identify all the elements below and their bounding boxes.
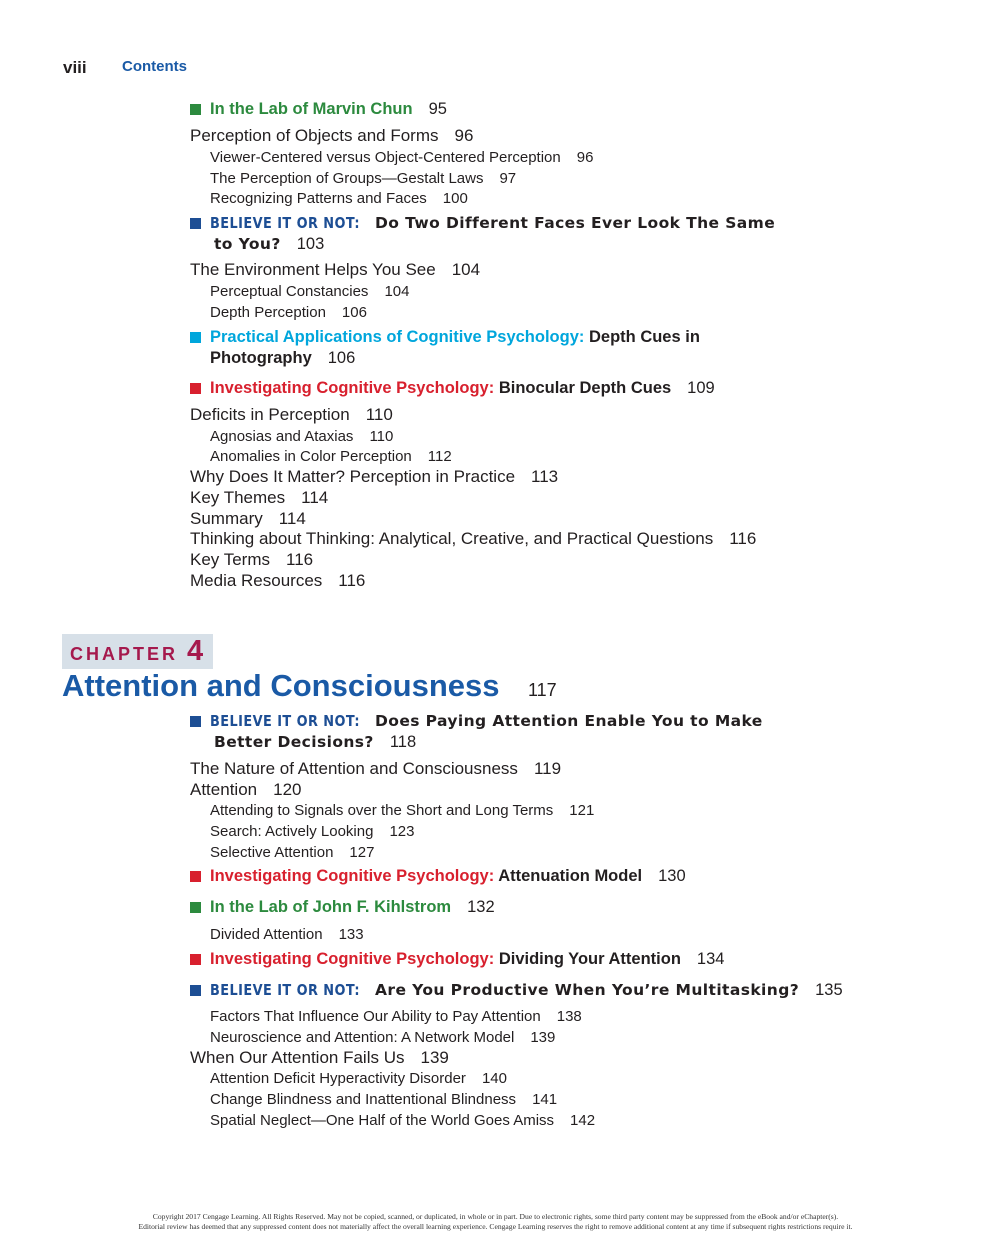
toc-subentry[interactable] bbox=[210, 168, 516, 189]
toc-text: Viewer-Centered versus Object-Centered Perception bbox=[210, 149, 561, 166]
toc-text: Investigating Cognitive Psychology: bbox=[210, 867, 495, 885]
toc-text: Attenuation Model bbox=[498, 867, 643, 885]
toc-subentry[interactable] bbox=[210, 842, 374, 863]
chapter-title[interactable]: Attention and Consciousness bbox=[62, 668, 500, 703]
toc-entry[interactable] bbox=[190, 570, 365, 591]
toc-text: In the Lab of John F. Kihlstrom bbox=[210, 898, 452, 916]
toc-page-number: 95 bbox=[428, 100, 447, 118]
toc-page-number: 110 bbox=[369, 428, 394, 445]
toc-text: Selective Attention bbox=[210, 844, 334, 861]
toc-page-number: 103 bbox=[296, 235, 325, 253]
toc-subentry[interactable] bbox=[210, 1068, 507, 1089]
toc-page-number: 135 bbox=[815, 981, 843, 999]
toc-subentry[interactable] bbox=[210, 446, 452, 467]
toc-text: Perceptual Constancies bbox=[210, 283, 369, 300]
toc-page-number: 130 bbox=[658, 867, 686, 885]
toc-subentry[interactable] bbox=[210, 800, 594, 821]
toc-page-number: 120 bbox=[273, 780, 302, 799]
copyright-line: Copyright 2017 Cengage Learning. All Rights Reserved. May not be copied, scanned, or duplicated, in whole or in part. Due to electronic rights, some third party content may be suppressed from the eBook and/or eChapter(s). bbox=[152, 1212, 839, 1221]
toc-page-number: 104 bbox=[384, 283, 410, 300]
toc-page-number: 139 bbox=[420, 1048, 449, 1067]
square-bullet-icon bbox=[190, 218, 201, 229]
toc-page-number: 140 bbox=[481, 1070, 507, 1087]
toc-subentry[interactable] bbox=[210, 147, 593, 168]
toc-page-number: 123 bbox=[389, 823, 415, 840]
toc-text: Anomalies in Color Perception bbox=[210, 448, 412, 465]
toc-text: Media Resources bbox=[190, 571, 323, 590]
toc-text: In the Lab of Marvin Chun bbox=[210, 100, 413, 118]
toc-text: Attention Deficit Hyperactivity Disorder bbox=[210, 1070, 466, 1087]
toc-text: Neuroscience and Attention: A Network Model bbox=[210, 1029, 515, 1046]
toc-text: Factors That Influence Our Ability to Pay Attention bbox=[210, 1008, 541, 1025]
toc-text: Are You Productive When You’re Multitasking? bbox=[375, 981, 800, 999]
toc-page-number: 96 bbox=[576, 149, 594, 166]
toc-text: Investigating Cognitive Psychology: bbox=[210, 379, 495, 397]
toc-entry[interactable] bbox=[190, 528, 756, 549]
toc-text: Key Themes bbox=[190, 488, 286, 507]
chapter-word: CHAPTER bbox=[70, 644, 179, 664]
square-bullet-icon bbox=[190, 332, 201, 343]
toc-page-number: 116 bbox=[286, 550, 314, 569]
toc-text: Search: Actively Looking bbox=[210, 823, 374, 840]
toc-page-number: 127 bbox=[349, 844, 375, 861]
chapter-label-box bbox=[62, 634, 213, 669]
toc-text: Investigating Cognitive Psychology: bbox=[210, 950, 495, 968]
toc-text: Divided Attention bbox=[210, 926, 323, 943]
toc-subentry[interactable] bbox=[210, 924, 364, 945]
toc-entry[interactable] bbox=[190, 779, 301, 800]
toc-entry[interactable] bbox=[190, 466, 558, 487]
toc-text: Spatial Neglect—One Half of the World Goes Amiss bbox=[210, 1112, 555, 1129]
toc-text: Better Decisions? bbox=[214, 733, 374, 751]
toc-subentry[interactable] bbox=[210, 426, 393, 447]
toc-text: Why Does It Matter? Perception in Practice bbox=[190, 467, 516, 486]
toc-page-number: 109 bbox=[687, 379, 715, 397]
toc-subentry[interactable] bbox=[210, 1089, 557, 1110]
copyright-footer bbox=[0, 1212, 991, 1232]
toc-page-number: 133 bbox=[338, 926, 364, 943]
toc-page-number: 114 bbox=[278, 509, 306, 528]
copyright-line: Editorial review has deemed that any suppressed content does not materially affect the overall learning experience. Cengage Learning reserves the right to remove additional content at any time if subsequent rights restrictions require it. bbox=[138, 1222, 853, 1231]
toc-text: Depth Cues in bbox=[588, 328, 700, 346]
toc-page-number: 112 bbox=[427, 448, 452, 465]
toc-text: to You? bbox=[214, 235, 281, 253]
toc-entry[interactable] bbox=[190, 1047, 449, 1068]
toc-entry[interactable] bbox=[190, 758, 561, 779]
toc-page-number: 97 bbox=[499, 170, 517, 187]
square-bullet-icon bbox=[190, 716, 201, 727]
toc-subentry[interactable] bbox=[210, 1006, 582, 1027]
toc-entry[interactable] bbox=[190, 404, 393, 425]
toc-text: BELIEVE IT OR NOT: bbox=[210, 214, 361, 232]
square-bullet-icon bbox=[190, 383, 201, 394]
toc-text: Deficits in Perception bbox=[190, 405, 350, 424]
toc-entry[interactable] bbox=[190, 487, 328, 508]
toc-text: When Our Attention Fails Us bbox=[190, 1048, 405, 1067]
toc-text: Does Paying Attention Enable You to Make bbox=[375, 712, 763, 730]
toc-text: The Perception of Groups—Gestalt Laws bbox=[210, 170, 484, 187]
square-bullet-icon bbox=[190, 902, 201, 913]
toc-page-number: 96 bbox=[454, 126, 474, 145]
toc-text: Agnosias and Ataxias bbox=[210, 428, 354, 445]
toc-text: Attending to Signals over the Short and Long Terms bbox=[210, 802, 554, 819]
toc-text: Depth Perception bbox=[210, 304, 326, 321]
toc-page-number: 134 bbox=[696, 950, 725, 968]
toc-text: The Nature of Attention and Consciousness bbox=[190, 759, 518, 778]
toc-page-number: 118 bbox=[389, 733, 417, 751]
square-bullet-icon bbox=[190, 985, 201, 996]
toc-page-number: 106 bbox=[327, 349, 356, 367]
toc-subentry[interactable] bbox=[210, 188, 468, 209]
toc-text: Summary bbox=[190, 509, 263, 528]
toc-page-number: 100 bbox=[442, 190, 468, 207]
toc-subentry[interactable] bbox=[210, 1027, 555, 1048]
toc-page-number: 139 bbox=[530, 1029, 556, 1046]
toc-page-number: 132 bbox=[467, 898, 495, 916]
toc-entry[interactable] bbox=[190, 259, 480, 280]
toc-subentry[interactable] bbox=[210, 821, 414, 842]
toc-page-number: 121 bbox=[569, 802, 595, 819]
square-bullet-icon bbox=[190, 104, 201, 115]
toc-page-number: 138 bbox=[556, 1008, 582, 1025]
toc-page-number: 113 bbox=[531, 467, 559, 486]
toc-entry[interactable] bbox=[190, 125, 473, 146]
toc-page-number: 104 bbox=[451, 260, 481, 279]
section-title: Contents bbox=[122, 58, 187, 75]
toc-text: Binocular Depth Cues bbox=[498, 379, 672, 397]
toc-subentry[interactable] bbox=[210, 302, 367, 323]
toc-text: Thinking about Thinking: Analytical, Creative, and Practical Questions bbox=[190, 529, 714, 548]
toc-text: Do Two Different Faces Ever Look The Same bbox=[375, 214, 776, 232]
toc-page-number: 114 bbox=[301, 488, 329, 507]
toc-entry[interactable] bbox=[190, 508, 306, 529]
toc-text: Perception of Objects and Forms bbox=[190, 126, 439, 145]
toc-text: Attention bbox=[190, 780, 258, 799]
toc-page-number: 110 bbox=[365, 405, 393, 424]
square-bullet-icon bbox=[190, 954, 201, 965]
toc-entry[interactable] bbox=[190, 549, 313, 570]
toc-page-number: 116 bbox=[338, 571, 366, 590]
toc-page-number: 141 bbox=[532, 1091, 558, 1108]
toc-text: The Environment Helps You See bbox=[190, 260, 436, 279]
toc-page-number: 119 bbox=[533, 759, 562, 778]
toc-page-number: 116 bbox=[729, 529, 757, 548]
toc-subentry[interactable] bbox=[210, 1110, 595, 1131]
toc-text: Practical Applications of Cognitive Psychology: bbox=[210, 328, 585, 346]
chapter-number: 4 bbox=[187, 635, 204, 667]
toc-text: Recognizing Patterns and Faces bbox=[210, 190, 427, 207]
toc-text: BELIEVE IT OR NOT: bbox=[210, 712, 361, 730]
chapter-page: 117 bbox=[528, 680, 557, 700]
toc-page-number: 142 bbox=[570, 1112, 596, 1129]
toc-text: Dividing Your Attention bbox=[498, 950, 681, 968]
toc-text: Key Terms bbox=[190, 550, 270, 569]
toc-text: Photography bbox=[210, 349, 312, 367]
toc-text: Change Blindness and Inattentional Blindness bbox=[210, 1091, 517, 1108]
toc-subentry[interactable] bbox=[210, 281, 409, 302]
toc-page-number: 106 bbox=[341, 304, 367, 321]
square-bullet-icon bbox=[190, 871, 201, 882]
toc-text: BELIEVE IT OR NOT: bbox=[210, 981, 361, 999]
page-number: viii bbox=[63, 58, 87, 77]
